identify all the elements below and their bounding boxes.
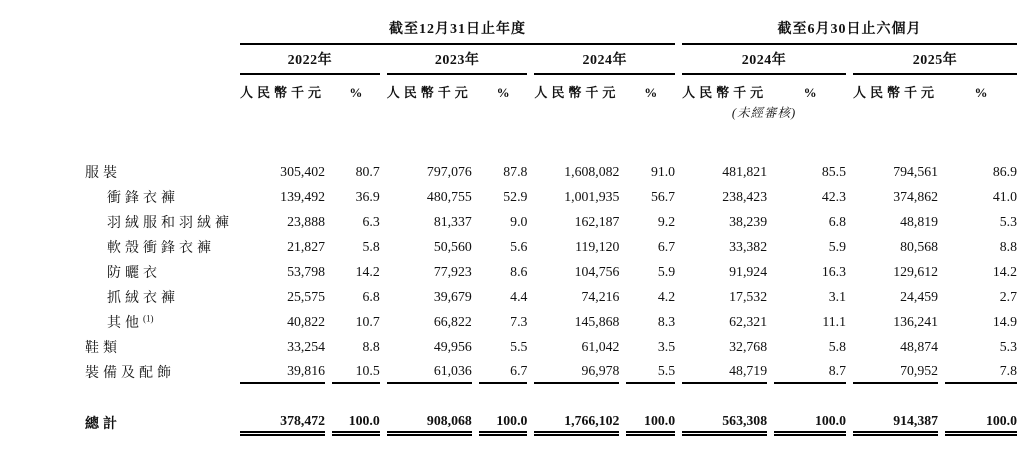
percent-cell: 80.7 [355, 163, 380, 179]
amount-cell: 563,308 [682, 412, 767, 436]
table-row [85, 334, 1017, 359]
unaudited-note-row [85, 103, 1017, 121]
amount-cell: 80,568 [900, 238, 939, 254]
amount-cell: 104,756 [574, 263, 620, 279]
percent-cell: 11.1 [822, 313, 847, 329]
amount-cell: 139,492 [280, 188, 326, 204]
amount-cell: 1,001,935 [564, 188, 620, 204]
percent-cell: 5.3 [999, 338, 1017, 354]
amount-cell: 1,608,082 [564, 163, 620, 179]
percent-cell: 5.9 [657, 263, 676, 279]
percent-cell: 4.4 [510, 288, 528, 304]
amount-cell: 48,719 [682, 359, 767, 384]
percent-cell: 100.0 [945, 412, 1017, 436]
row-label [85, 412, 233, 436]
percent-cell: 7.3 [510, 313, 528, 329]
percent-cell: 16.3 [821, 263, 847, 279]
table-row [85, 184, 1017, 209]
percent-cell: 7.8 [945, 359, 1017, 384]
percent-cell: 85.5 [821, 163, 847, 179]
percent-cell: 14.2 [355, 263, 380, 279]
amount-cell: 49,956 [433, 338, 472, 354]
amount-cell: 33,254 [287, 338, 326, 354]
percent-cell: 5.9 [828, 238, 847, 254]
year-header-2022: 2022年 [240, 45, 380, 75]
period-header-row [85, 18, 1017, 45]
amount-cell: 481,821 [722, 163, 768, 179]
amount-cell: 24,459 [900, 288, 939, 304]
year-header-2023: 2023年 [387, 45, 528, 75]
row-label-text: 裝備及配飾 [85, 365, 175, 381]
percent-cell: 5.8 [828, 338, 847, 354]
percent-cell: 52.9 [503, 188, 528, 204]
amount-cell: 96,978 [534, 359, 619, 384]
amount-column-header: 人民幣千元 [386, 85, 472, 100]
year-header-2024: 2024年 [534, 45, 675, 75]
percent-column-header: % [644, 85, 658, 100]
amount-cell: 61,042 [581, 338, 620, 354]
percent-cell: 10.5 [332, 359, 380, 384]
percent-cell: 8.8 [362, 338, 380, 354]
header-body-spacer [85, 121, 1017, 159]
amount-column-header: 人民幣千元 [682, 85, 768, 100]
amount-cell: 908,068 [387, 412, 472, 436]
row-label [85, 234, 233, 259]
table-row [85, 284, 1017, 309]
amount-cell: 62,321 [729, 313, 768, 329]
percent-cell: 100.0 [332, 412, 380, 436]
amount-cell: 38,239 [729, 213, 768, 229]
percent-cell: 100.0 [479, 412, 528, 436]
percent-cell: 5.6 [510, 238, 528, 254]
row-label [85, 209, 233, 234]
table-row [85, 159, 1017, 184]
row-label-text: 抓絨衣褲 [107, 290, 179, 306]
amount-cell: 378,472 [240, 412, 325, 436]
percent-column-header: % [974, 85, 988, 100]
percent-cell: 6.3 [362, 213, 380, 229]
row-label [85, 259, 233, 284]
row-label [85, 334, 233, 359]
row-label-text: 防曬衣 [107, 265, 161, 281]
amount-cell: 66,822 [433, 313, 472, 329]
percent-cell: 5.3 [999, 213, 1017, 229]
percent-cell: 14.2 [992, 263, 1017, 279]
amount-cell: 32,768 [729, 338, 768, 354]
percent-cell: 100.0 [774, 412, 846, 436]
percent-cell: 14.9 [992, 313, 1017, 329]
table-row [85, 259, 1017, 284]
unaudited-note: (未經審核) [731, 106, 797, 120]
amount-cell: 48,819 [900, 213, 939, 229]
percent-cell: 10.7 [355, 313, 380, 329]
percent-cell: 5.5 [510, 338, 528, 354]
empty-corner-cell [85, 18, 233, 45]
row-label-text: 羽絨服和羽絨褲 [107, 215, 233, 231]
year-header-row [85, 45, 1017, 75]
table-row [85, 234, 1017, 259]
row-label-text: 總計 [85, 417, 121, 432]
percent-cell: 42.3 [821, 188, 847, 204]
percent-cell: 36.9 [355, 188, 380, 204]
amount-cell: 74,216 [581, 288, 620, 304]
row-label-text: 服裝 [85, 165, 121, 181]
row-label [85, 359, 233, 384]
percent-cell: 6.7 [479, 359, 528, 384]
amount-cell: 794,561 [893, 163, 939, 179]
percent-cell: 6.8 [362, 288, 380, 304]
row-label [85, 159, 233, 184]
percent-cell: 4.2 [657, 288, 676, 304]
body-total-spacer [85, 384, 1017, 412]
amount-cell: 81,337 [433, 213, 472, 229]
row-label [85, 184, 233, 209]
amount-cell: 17,532 [729, 288, 768, 304]
row-label-text: 其他 [107, 315, 143, 331]
period-header-interim: 截至6月30日止六個月 [682, 18, 1017, 45]
amount-cell: 40,822 [287, 313, 326, 329]
percent-cell: 5.5 [626, 359, 675, 384]
amount-column-header: 人民幣千元 [853, 85, 939, 100]
column-header-row [85, 75, 1017, 103]
percent-cell: 6.7 [657, 238, 676, 254]
amount-cell: 1,766,102 [534, 412, 619, 436]
row-label-text: 鞋類 [85, 340, 121, 356]
amount-cell: 48,874 [900, 338, 939, 354]
percent-cell: 87.8 [503, 163, 528, 179]
amount-cell: 70,952 [853, 359, 938, 384]
percent-cell: 9.2 [657, 213, 676, 229]
amount-cell: 21,827 [287, 238, 326, 254]
percent-cell: 41.0 [992, 188, 1017, 204]
percent-cell: 6.8 [828, 213, 847, 229]
amount-cell: 91,924 [729, 263, 768, 279]
amount-cell: 797,076 [426, 163, 472, 179]
row-label [85, 309, 233, 334]
percent-cell: 8.7 [774, 359, 846, 384]
amount-cell: 129,612 [893, 263, 939, 279]
percent-column-header: % [496, 85, 510, 100]
percent-cell: 91.0 [650, 163, 676, 179]
amount-cell: 136,241 [893, 313, 939, 329]
row-label-text: 軟殼衝鋒衣褲 [107, 240, 215, 256]
percent-cell: 56.7 [650, 188, 676, 204]
amount-cell: 61,036 [387, 359, 472, 384]
amount-cell: 77,923 [433, 263, 472, 279]
percent-cell: 100.0 [626, 412, 675, 436]
amount-cell: 238,423 [722, 188, 768, 204]
amount-cell: 305,402 [280, 163, 326, 179]
percent-column-header: % [349, 85, 363, 100]
amount-cell: 480,755 [426, 188, 472, 204]
amount-cell: 23,888 [287, 213, 326, 229]
row-label-text: 衝鋒衣褲 [107, 190, 179, 206]
percent-cell: 3.5 [657, 338, 676, 354]
percent-cell: 2.7 [999, 288, 1017, 304]
total-row [85, 412, 1017, 436]
amount-cell: 39,816 [240, 359, 325, 384]
amount-cell: 33,382 [729, 238, 768, 254]
amount-cell: 119,120 [575, 238, 620, 254]
amount-cell: 50,560 [433, 238, 472, 254]
amount-cell: 53,798 [287, 263, 326, 279]
table-row [85, 209, 1017, 234]
percent-cell: 3.1 [828, 288, 847, 304]
amount-cell: 374,862 [893, 188, 939, 204]
percent-column-header: % [803, 85, 817, 100]
amount-cell: 145,868 [574, 313, 620, 329]
amount-cell: 914,387 [853, 412, 938, 436]
amount-column-header: 人民幣千元 [240, 85, 326, 100]
percent-cell: 8.8 [999, 238, 1017, 254]
amount-cell: 25,575 [287, 288, 326, 304]
percent-cell: 86.9 [992, 163, 1017, 179]
table-row [85, 309, 1017, 334]
period-header-annual: 截至12月31日止年度 [240, 18, 675, 45]
row-label [85, 284, 233, 309]
amount-cell: 162,187 [574, 213, 620, 229]
footnote-marker: (1) [143, 312, 154, 323]
year-header-2025-interim: 2025年 [853, 45, 1017, 75]
percent-cell: 5.8 [362, 238, 380, 254]
amount-cell: 39,679 [433, 288, 472, 304]
table-row [85, 359, 1017, 384]
revenue-by-category-table [78, 18, 1024, 436]
year-header-2024-interim: 2024年 [682, 45, 846, 75]
amount-column-header: 人民幣千元 [534, 85, 620, 100]
percent-cell: 9.0 [510, 213, 528, 229]
percent-cell: 8.6 [510, 263, 528, 279]
percent-cell: 8.3 [657, 313, 676, 329]
